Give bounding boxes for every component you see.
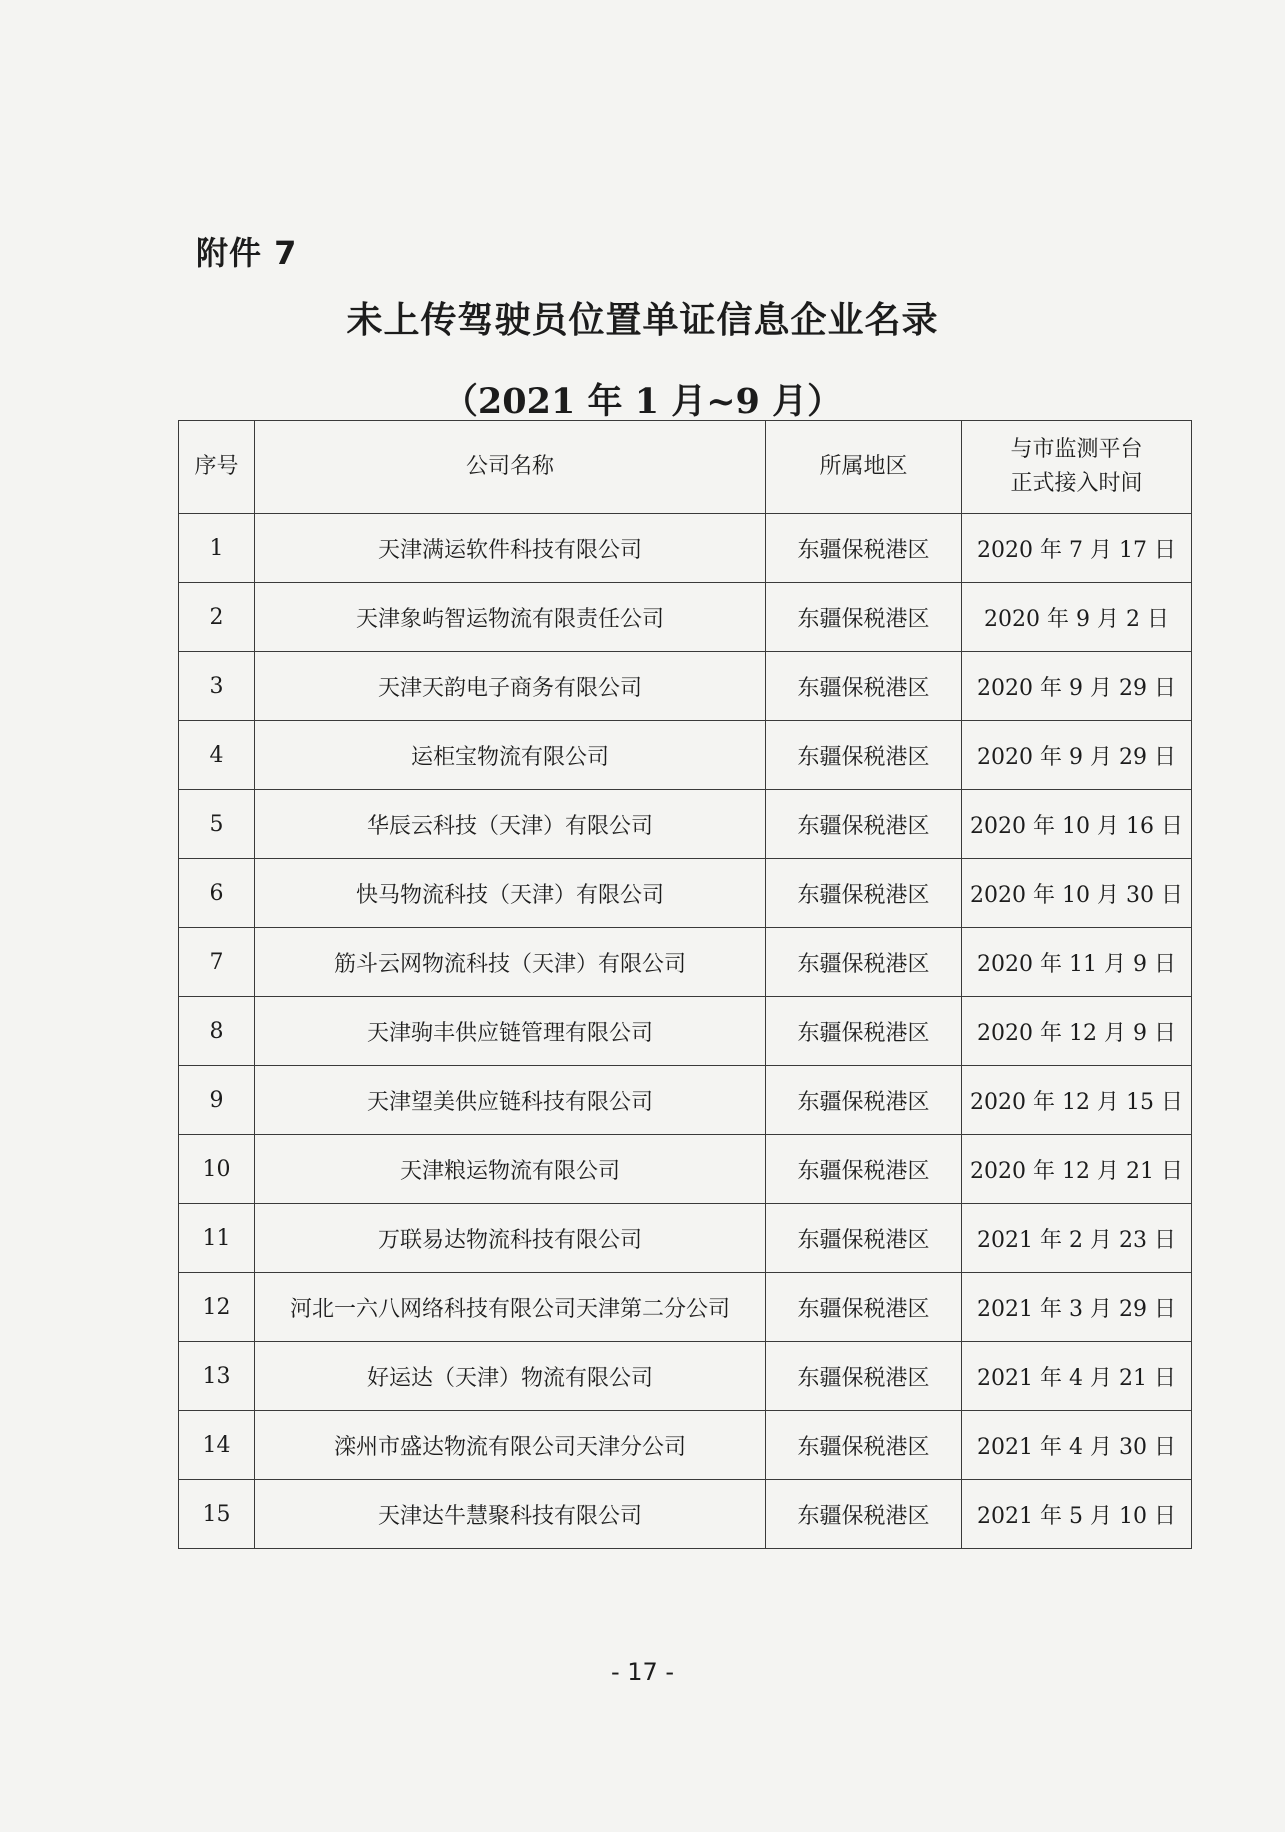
cell-region: 东疆保税港区 <box>766 1273 962 1342</box>
cell-seq: 14 <box>179 1411 255 1480</box>
table-row <box>179 1342 1192 1411</box>
cell-seq: 9 <box>179 1066 255 1135</box>
header-access-time-line1: 与市监测平台 <box>1010 437 1143 462</box>
cell-region: 东疆保税港区 <box>766 652 962 721</box>
table-row <box>179 859 1192 928</box>
cell-company-name: 天津粮运物流有限公司 <box>255 1135 766 1204</box>
cell-access-time: 2021 年 5 月 10 日 <box>962 1480 1192 1549</box>
cell-company-name: 天津驹丰供应链管理有限公司 <box>255 997 766 1066</box>
cell-access-time: 2020 年 12 月 9 日 <box>962 997 1192 1066</box>
cell-company-name: 天津满运软件科技有限公司 <box>255 514 766 583</box>
cell-company-name: 天津望美供应链科技有限公司 <box>255 1066 766 1135</box>
cell-company-name: 华辰云科技（天津）有限公司 <box>255 790 766 859</box>
table-row <box>179 514 1192 583</box>
cell-seq: 4 <box>179 721 255 790</box>
cell-company-name: 筋斗云网物流科技（天津）有限公司 <box>255 928 766 997</box>
table-row <box>179 1273 1192 1342</box>
cell-company-name: 滦州市盛达物流有限公司天津分公司 <box>255 1411 766 1480</box>
cell-region: 东疆保税港区 <box>766 1066 962 1135</box>
cell-seq: 10 <box>179 1135 255 1204</box>
company-roster-table <box>178 420 1192 1549</box>
cell-company-name: 好运达（天津）物流有限公司 <box>255 1342 766 1411</box>
cell-seq: 3 <box>179 652 255 721</box>
cell-seq: 1 <box>179 514 255 583</box>
header-access-time <box>962 421 1192 514</box>
header-seq: 序号 <box>179 421 255 514</box>
cell-company-name: 快马物流科技（天津）有限公司 <box>255 859 766 928</box>
cell-region: 东疆保税港区 <box>766 928 962 997</box>
cell-company-name: 河北一六八网络科技有限公司天津第二分公司 <box>255 1273 766 1342</box>
attachment-label: 附件 7 <box>196 234 298 272</box>
table-row <box>179 997 1192 1066</box>
cell-access-time: 2021 年 3 月 29 日 <box>962 1273 1192 1342</box>
cell-region: 东疆保税港区 <box>766 859 962 928</box>
cell-access-time: 2020 年 10 月 30 日 <box>962 859 1192 928</box>
document-subtitle: （2021 年 1 月~9 月） <box>442 381 843 422</box>
cell-seq: 7 <box>179 928 255 997</box>
table-row <box>179 652 1192 721</box>
table-row <box>179 928 1192 997</box>
cell-company-name: 天津达牛慧聚科技有限公司 <box>255 1480 766 1549</box>
cell-region: 东疆保税港区 <box>766 1480 962 1549</box>
cell-access-time: 2020 年 9 月 29 日 <box>962 721 1192 790</box>
table-row <box>179 721 1192 790</box>
cell-company-name: 万联易达物流科技有限公司 <box>255 1204 766 1273</box>
cell-region: 东疆保税港区 <box>766 1411 962 1480</box>
cell-access-time: 2020 年 11 月 9 日 <box>962 928 1192 997</box>
table-row <box>179 790 1192 859</box>
cell-region: 东疆保税港区 <box>766 721 962 790</box>
cell-access-time: 2021 年 4 月 21 日 <box>962 1342 1192 1411</box>
cell-seq: 12 <box>179 1273 255 1342</box>
cell-region: 东疆保税港区 <box>766 1135 962 1204</box>
cell-seq: 13 <box>179 1342 255 1411</box>
table-header-row <box>179 421 1192 514</box>
cell-region: 东疆保税港区 <box>766 514 962 583</box>
table-row <box>179 1480 1192 1549</box>
cell-access-time: 2020 年 7 月 17 日 <box>962 514 1192 583</box>
table-row <box>179 1066 1192 1135</box>
cell-access-time: 2020 年 9 月 2 日 <box>962 583 1192 652</box>
table-row <box>179 1411 1192 1480</box>
cell-access-time: 2020 年 9 月 29 日 <box>962 652 1192 721</box>
cell-seq: 6 <box>179 859 255 928</box>
header-company: 公司名称 <box>255 421 766 514</box>
cell-region: 东疆保税港区 <box>766 1204 962 1273</box>
table-body <box>179 514 1192 1549</box>
cell-company-name: 运柜宝物流有限公司 <box>255 721 766 790</box>
cell-access-time: 2020 年 12 月 21 日 <box>962 1135 1192 1204</box>
page-number: - 17 - <box>610 1658 675 1686</box>
cell-seq: 15 <box>179 1480 255 1549</box>
cell-seq: 8 <box>179 997 255 1066</box>
cell-access-time: 2020 年 10 月 16 日 <box>962 790 1192 859</box>
cell-access-time: 2021 年 4 月 30 日 <box>962 1411 1192 1480</box>
cell-region: 东疆保税港区 <box>766 790 962 859</box>
cell-company-name: 天津象屿智运物流有限责任公司 <box>255 583 766 652</box>
cell-seq: 2 <box>179 583 255 652</box>
header-region: 所属地区 <box>766 421 962 514</box>
cell-access-time: 2020 年 12 月 15 日 <box>962 1066 1192 1135</box>
cell-region: 东疆保税港区 <box>766 583 962 652</box>
table-row <box>179 1204 1192 1273</box>
table-row <box>179 583 1192 652</box>
document-title: 未上传驾驶员位置单证信息企业名录 <box>346 300 939 341</box>
cell-region: 东疆保税港区 <box>766 997 962 1066</box>
cell-company-name: 天津天韵电子商务有限公司 <box>255 652 766 721</box>
cell-region: 东疆保税港区 <box>766 1342 962 1411</box>
cell-access-time: 2021 年 2 月 23 日 <box>962 1204 1192 1273</box>
table-row <box>179 1135 1192 1204</box>
cell-seq: 11 <box>179 1204 255 1273</box>
cell-seq: 5 <box>179 790 255 859</box>
header-access-time-line2: 正式接入时间 <box>1010 471 1143 496</box>
